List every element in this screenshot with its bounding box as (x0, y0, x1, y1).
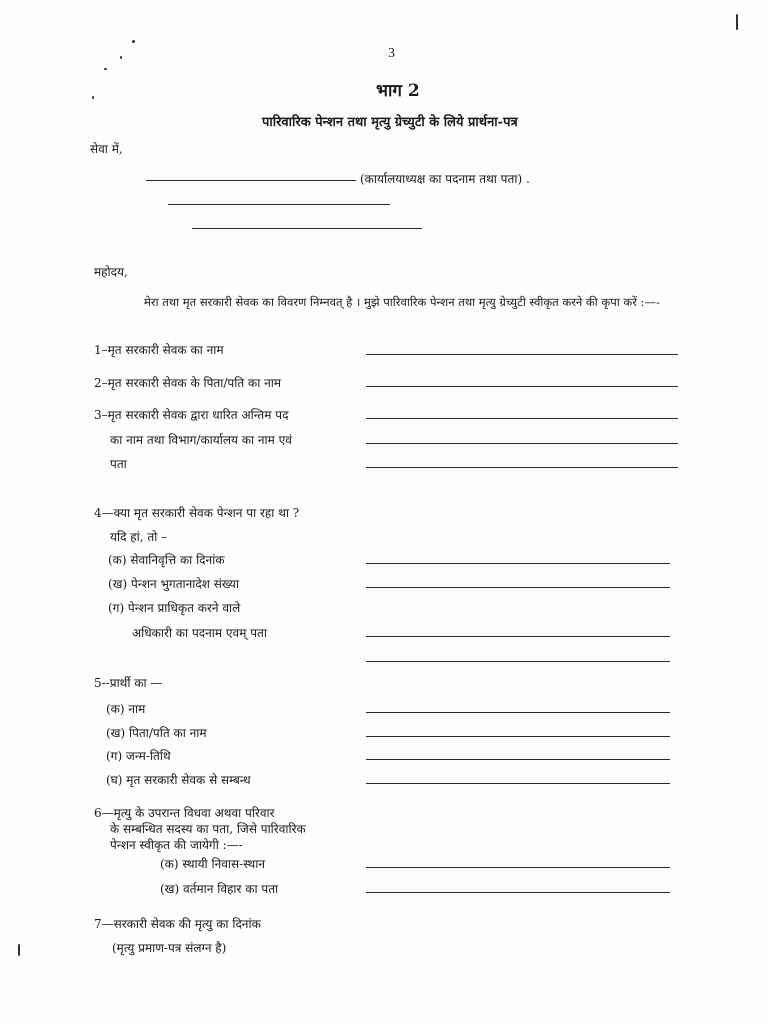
item-5a-label: (क) नाम (106, 702, 146, 716)
item-3-answer-line-1 (366, 418, 678, 419)
item-5a-answer-line (366, 712, 670, 713)
scan-speck (92, 96, 94, 99)
scan-speck (104, 68, 107, 70)
salutation-to: सेवा में, (90, 142, 123, 156)
greeting: महोदय, (94, 265, 128, 279)
item-1-label: 1–मृत सरकारी सेवक का नाम (94, 343, 224, 357)
item-6b-label: (ख) वर्तमान विहार का पता (160, 882, 279, 896)
item-5d-label: (घ) मृत सरकारी सेवक से सम्बन्ध (106, 773, 251, 787)
item-4c-answer-line-1 (366, 636, 670, 637)
item-6-label-line-3: पेन्शन स्वीकृत की जायेगी :—- (110, 838, 243, 852)
form-title: पारिवारिक पेन्शन तथा मृत्यु ग्रेच्युटी के लिये प्रार्थना-पत्र (262, 115, 518, 130)
item-4c-label-line-1: (ग) पेन्शन प्राधिकृत करने वाले (108, 601, 241, 615)
item-5b-answer-line (366, 736, 670, 737)
item-7-note: (मृत्यु प्रमाण-पत्र संलग्न है) (112, 941, 227, 955)
part-heading: भाग 2 (376, 81, 420, 101)
item-2-answer-line (366, 386, 678, 387)
item-3-answer-line-3 (366, 467, 678, 468)
item-3-label-line-3: पता (110, 457, 127, 471)
addressee-line-1 (146, 180, 356, 181)
item-5-label: 5--प्रार्थी का — (94, 676, 163, 690)
item-3-label-line-1: 3–मृत सरकारी सेवक द्वारा धारित अन्तिम पद (94, 408, 289, 422)
scan-speck (120, 56, 122, 59)
item-3-label-line-2: का नाम तथा विभाग/कार्यालय का नाम एवं (110, 433, 292, 447)
addressee-line-3 (192, 228, 422, 229)
item-4b-label: (ख) पेन्शन भुगतानादेश संख्या (108, 577, 239, 591)
item-4a-label: (क) सेवानिवृत्ति का दिनांक (108, 553, 225, 567)
designation-hint: (कार्यालयाध्यक्ष का पदनाम तथा पता) . (360, 172, 530, 186)
item-6b-answer-line (366, 892, 670, 893)
item-6-label-line-1: 6—मृत्यु के उपरान्त विधवा अथवा परिवार (94, 806, 275, 820)
page-number: 3 (388, 46, 395, 61)
item-4a-answer-line (366, 563, 670, 564)
item-6-label-line-2: के सम्बन्धित सदस्य का पता, जिसे पारिवारिक (110, 822, 306, 836)
item-4b-answer-line (366, 587, 670, 588)
item-7-label: 7—सरकारी सेवक की मृत्यु का दिनांक (94, 917, 261, 931)
item-4c-label-line-2: अधिकारी का पदनाम एवम् पता (132, 626, 267, 640)
item-2-label: 2–मृत सरकारी सेवक के पिता/पति का नाम (94, 376, 282, 390)
addressee-line-2 (168, 204, 390, 205)
item-5c-answer-line (366, 759, 670, 760)
item-3-answer-line-2 (366, 443, 678, 444)
item-4-label: 4—क्या मृत सरकारी सेवक पेन्शन पा रहा था ? (94, 506, 300, 520)
item-6a-answer-line (366, 867, 670, 868)
scan-mark (18, 944, 20, 956)
scan-mark (736, 14, 738, 30)
item-6a-label: (क) स्थायी निवास-स्थान (160, 857, 266, 871)
scan-speck (132, 40, 135, 43)
item-5d-answer-line (366, 783, 670, 784)
item-1-answer-line (366, 354, 678, 355)
item-5c-label: (ग) जन्म-तिथि (106, 749, 171, 763)
letter-body: मेरा तथा मृत सरकारी सेवक का विवरण निम्नवत् है । मुझे पारिवारिक पेन्शन तथा मृत्यु ग्रेच्युटी स्वीकृत करने की कृपा करें :—- (144, 295, 660, 309)
item-4c-answer-line-2 (366, 661, 670, 662)
item-4-condition: यदि हां, तो – (110, 530, 168, 544)
item-5b-label: (ख) पिता/पति का नाम (106, 726, 207, 740)
